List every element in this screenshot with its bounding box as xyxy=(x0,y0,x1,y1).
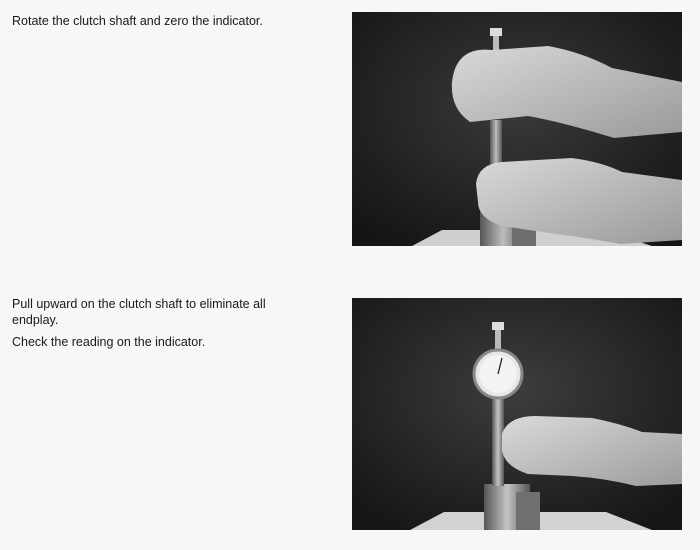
step-2-paragraph-1: Pull upward on the clutch shaft to eliminate all endplay. xyxy=(12,297,266,327)
dial-indicator-reading-photo xyxy=(352,298,682,530)
dial-indicator-zeroing-photo xyxy=(352,12,682,246)
photo-2-illustration xyxy=(352,298,682,530)
photo-1-illustration xyxy=(352,12,682,246)
step-1-paragraph-1: Rotate the clutch shaft and zero the indicator. xyxy=(12,14,263,28)
step-2-instructions xyxy=(12,296,312,356)
step-1-instructions xyxy=(12,13,312,35)
step-2-paragraph-2: Check the reading on the indicator. xyxy=(12,335,206,349)
